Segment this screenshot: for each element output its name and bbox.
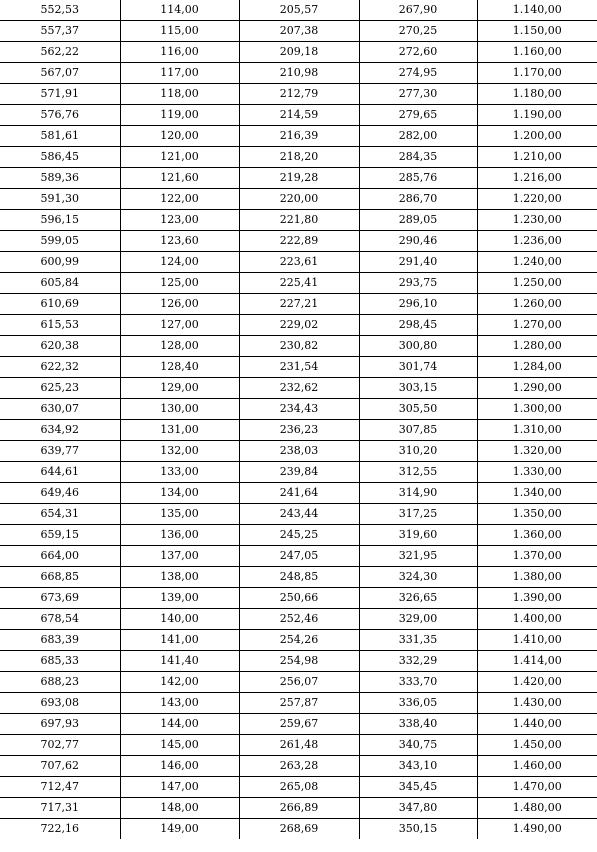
table-cell: 1.216,00 bbox=[477, 168, 597, 189]
table-row bbox=[0, 651, 597, 672]
table-cell: 1.450,00 bbox=[477, 735, 597, 756]
table-cell: 1.280,00 bbox=[477, 336, 597, 357]
table-cell: 263,28 bbox=[239, 756, 359, 777]
table-cell: 291,40 bbox=[359, 252, 477, 273]
table-row bbox=[0, 630, 597, 651]
table-cell: 141,00 bbox=[120, 630, 239, 651]
table-cell: 1.170,00 bbox=[477, 63, 597, 84]
table-cell: 243,44 bbox=[239, 504, 359, 525]
table-row bbox=[0, 546, 597, 567]
table-cell: 1.260,00 bbox=[477, 294, 597, 315]
table-cell: 314,90 bbox=[359, 483, 477, 504]
table-cell: 256,07 bbox=[239, 672, 359, 693]
table-cell: 293,75 bbox=[359, 273, 477, 294]
table-cell: 586,45 bbox=[0, 147, 120, 168]
table-cell: 114,00 bbox=[120, 0, 239, 21]
table-cell: 234,43 bbox=[239, 399, 359, 420]
table-row bbox=[0, 336, 597, 357]
table-cell: 128,40 bbox=[120, 357, 239, 378]
table-cell: 599,05 bbox=[0, 231, 120, 252]
table-cell: 238,03 bbox=[239, 441, 359, 462]
table-cell: 303,15 bbox=[359, 378, 477, 399]
table-row bbox=[0, 693, 597, 714]
table-cell: 605,84 bbox=[0, 273, 120, 294]
table-cell: 117,00 bbox=[120, 63, 239, 84]
table-cell: 252,46 bbox=[239, 609, 359, 630]
table-row bbox=[0, 294, 597, 315]
table-cell: 683,39 bbox=[0, 630, 120, 651]
table-cell: 285,76 bbox=[359, 168, 477, 189]
table-cell: 232,62 bbox=[239, 378, 359, 399]
table-cell: 1.370,00 bbox=[477, 546, 597, 567]
table-cell: 140,00 bbox=[120, 609, 239, 630]
table-cell: 289,05 bbox=[359, 210, 477, 231]
table-cell: 639,77 bbox=[0, 441, 120, 462]
table-cell: 622,32 bbox=[0, 357, 120, 378]
table-cell: 133,00 bbox=[120, 462, 239, 483]
table-cell: 1.236,00 bbox=[477, 231, 597, 252]
table-cell: 1.340,00 bbox=[477, 483, 597, 504]
table-cell: 225,41 bbox=[239, 273, 359, 294]
table-row bbox=[0, 777, 597, 798]
table-cell: 239,84 bbox=[239, 462, 359, 483]
table-cell: 121,00 bbox=[120, 147, 239, 168]
table-cell: 1.414,00 bbox=[477, 651, 597, 672]
table-cell: 722,16 bbox=[0, 819, 120, 840]
table-row bbox=[0, 0, 597, 21]
table-cell: 138,00 bbox=[120, 567, 239, 588]
table-cell: 216,39 bbox=[239, 126, 359, 147]
table-cell: 210,98 bbox=[239, 63, 359, 84]
table-cell: 126,00 bbox=[120, 294, 239, 315]
table-row bbox=[0, 378, 597, 399]
table-cell: 128,00 bbox=[120, 336, 239, 357]
table-cell: 557,37 bbox=[0, 21, 120, 42]
table-cell: 1.250,00 bbox=[477, 273, 597, 294]
table-cell: 137,00 bbox=[120, 546, 239, 567]
table-cell: 1.140,00 bbox=[477, 0, 597, 21]
table-cell: 282,00 bbox=[359, 126, 477, 147]
table-cell: 343,10 bbox=[359, 756, 477, 777]
table-cell: 219,28 bbox=[239, 168, 359, 189]
table-cell: 143,00 bbox=[120, 693, 239, 714]
table-cell: 1.220,00 bbox=[477, 189, 597, 210]
table-cell: 324,30 bbox=[359, 567, 477, 588]
table-cell: 121,60 bbox=[120, 168, 239, 189]
table-cell: 317,25 bbox=[359, 504, 477, 525]
table-row bbox=[0, 504, 597, 525]
table-cell: 591,30 bbox=[0, 189, 120, 210]
table-cell: 254,26 bbox=[239, 630, 359, 651]
table-cell: 685,33 bbox=[0, 651, 120, 672]
table-cell: 1.190,00 bbox=[477, 105, 597, 126]
table-cell: 222,89 bbox=[239, 231, 359, 252]
table-cell: 250,66 bbox=[239, 588, 359, 609]
table-cell: 1.430,00 bbox=[477, 693, 597, 714]
table-cell: 279,65 bbox=[359, 105, 477, 126]
table-cell: 132,00 bbox=[120, 441, 239, 462]
table-cell: 1.310,00 bbox=[477, 420, 597, 441]
table-row bbox=[0, 63, 597, 84]
table-cell: 129,00 bbox=[120, 378, 239, 399]
table-cell: 261,48 bbox=[239, 735, 359, 756]
table-cell: 1.200,00 bbox=[477, 126, 597, 147]
table-row bbox=[0, 84, 597, 105]
table-cell: 265,08 bbox=[239, 777, 359, 798]
table-cell: 329,00 bbox=[359, 609, 477, 630]
table-cell: 576,76 bbox=[0, 105, 120, 126]
table-cell: 1.480,00 bbox=[477, 798, 597, 819]
table-cell: 267,90 bbox=[359, 0, 477, 21]
table-row bbox=[0, 525, 597, 546]
table-cell: 218,20 bbox=[239, 147, 359, 168]
table-cell: 571,91 bbox=[0, 84, 120, 105]
table-cell: 350,15 bbox=[359, 819, 477, 840]
table-cell: 596,15 bbox=[0, 210, 120, 231]
table-cell: 625,23 bbox=[0, 378, 120, 399]
table-cell: 231,54 bbox=[239, 357, 359, 378]
table-cell: 659,15 bbox=[0, 525, 120, 546]
table-cell: 274,95 bbox=[359, 63, 477, 84]
table-cell: 257,87 bbox=[239, 693, 359, 714]
table-row bbox=[0, 420, 597, 441]
table-cell: 331,35 bbox=[359, 630, 477, 651]
table-cell: 301,74 bbox=[359, 357, 477, 378]
table-cell: 1.420,00 bbox=[477, 672, 597, 693]
table-cell: 236,23 bbox=[239, 420, 359, 441]
table-cell: 123,60 bbox=[120, 231, 239, 252]
table-cell: 693,08 bbox=[0, 693, 120, 714]
table-cell: 1.230,00 bbox=[477, 210, 597, 231]
table-cell: 286,70 bbox=[359, 189, 477, 210]
table-cell: 336,05 bbox=[359, 693, 477, 714]
table-cell: 688,23 bbox=[0, 672, 120, 693]
table-row bbox=[0, 168, 597, 189]
table-cell: 668,85 bbox=[0, 567, 120, 588]
table-row bbox=[0, 819, 597, 840]
table-cell: 340,75 bbox=[359, 735, 477, 756]
table-cell: 610,69 bbox=[0, 294, 120, 315]
table-cell: 1.320,00 bbox=[477, 441, 597, 462]
table-cell: 227,21 bbox=[239, 294, 359, 315]
table-cell: 1.150,00 bbox=[477, 21, 597, 42]
table-cell: 1.410,00 bbox=[477, 630, 597, 651]
table-cell: 1.380,00 bbox=[477, 567, 597, 588]
table-cell: 630,07 bbox=[0, 399, 120, 420]
table-cell: 141,40 bbox=[120, 651, 239, 672]
table-cell: 307,85 bbox=[359, 420, 477, 441]
table-cell: 149,00 bbox=[120, 819, 239, 840]
table-cell: 1.210,00 bbox=[477, 147, 597, 168]
table-cell: 589,36 bbox=[0, 168, 120, 189]
table-cell: 562,22 bbox=[0, 42, 120, 63]
table-cell: 581,61 bbox=[0, 126, 120, 147]
table-cell: 296,10 bbox=[359, 294, 477, 315]
table-cell: 1.290,00 bbox=[477, 378, 597, 399]
table-cell: 127,00 bbox=[120, 315, 239, 336]
table-row bbox=[0, 756, 597, 777]
table-cell: 139,00 bbox=[120, 588, 239, 609]
table-cell: 124,00 bbox=[120, 252, 239, 273]
table-cell: 116,00 bbox=[120, 42, 239, 63]
table-cell: 338,40 bbox=[359, 714, 477, 735]
table-cell: 702,77 bbox=[0, 735, 120, 756]
table-cell: 664,00 bbox=[0, 546, 120, 567]
table-row bbox=[0, 441, 597, 462]
table-cell: 290,46 bbox=[359, 231, 477, 252]
table-cell: 131,00 bbox=[120, 420, 239, 441]
table-cell: 145,00 bbox=[120, 735, 239, 756]
table-cell: 332,29 bbox=[359, 651, 477, 672]
table-cell: 277,30 bbox=[359, 84, 477, 105]
table-cell: 284,35 bbox=[359, 147, 477, 168]
table-cell: 600,99 bbox=[0, 252, 120, 273]
table-cell: 707,62 bbox=[0, 756, 120, 777]
table-cell: 552,53 bbox=[0, 0, 120, 21]
table-cell: 347,80 bbox=[359, 798, 477, 819]
table-cell: 615,53 bbox=[0, 315, 120, 336]
table-cell: 123,00 bbox=[120, 210, 239, 231]
table-cell: 146,00 bbox=[120, 756, 239, 777]
table-row bbox=[0, 462, 597, 483]
table-cell: 300,80 bbox=[359, 336, 477, 357]
table-cell: 634,92 bbox=[0, 420, 120, 441]
table-cell: 1.390,00 bbox=[477, 588, 597, 609]
table-cell: 115,00 bbox=[120, 21, 239, 42]
table-cell: 120,00 bbox=[120, 126, 239, 147]
table-cell: 144,00 bbox=[120, 714, 239, 735]
table-cell: 248,85 bbox=[239, 567, 359, 588]
table-cell: 345,45 bbox=[359, 777, 477, 798]
table-cell: 1.330,00 bbox=[477, 462, 597, 483]
table-cell: 220,00 bbox=[239, 189, 359, 210]
table-row bbox=[0, 588, 597, 609]
table-cell: 673,69 bbox=[0, 588, 120, 609]
table-cell: 148,00 bbox=[120, 798, 239, 819]
table-cell: 712,47 bbox=[0, 777, 120, 798]
table-cell: 259,67 bbox=[239, 714, 359, 735]
table-row bbox=[0, 273, 597, 294]
table-row bbox=[0, 42, 597, 63]
table-cell: 321,95 bbox=[359, 546, 477, 567]
table-cell: 142,00 bbox=[120, 672, 239, 693]
table-row bbox=[0, 357, 597, 378]
table-row bbox=[0, 567, 597, 588]
table-cell: 136,00 bbox=[120, 525, 239, 546]
table-cell: 644,61 bbox=[0, 462, 120, 483]
table-cell: 333,70 bbox=[359, 672, 477, 693]
table-cell: 654,31 bbox=[0, 504, 120, 525]
table-cell: 319,60 bbox=[359, 525, 477, 546]
table-cell: 207,38 bbox=[239, 21, 359, 42]
table-cell: 209,18 bbox=[239, 42, 359, 63]
table-row bbox=[0, 21, 597, 42]
table-row bbox=[0, 609, 597, 630]
table-cell: 268,69 bbox=[239, 819, 359, 840]
table-row bbox=[0, 189, 597, 210]
table-cell: 122,00 bbox=[120, 189, 239, 210]
table-cell: 229,02 bbox=[239, 315, 359, 336]
table-cell: 697,93 bbox=[0, 714, 120, 735]
table-cell: 649,46 bbox=[0, 483, 120, 504]
table-row bbox=[0, 126, 597, 147]
table-row bbox=[0, 231, 597, 252]
table-row bbox=[0, 147, 597, 168]
table-cell: 245,25 bbox=[239, 525, 359, 546]
table-cell: 214,59 bbox=[239, 105, 359, 126]
table-cell: 1.160,00 bbox=[477, 42, 597, 63]
table-cell: 212,79 bbox=[239, 84, 359, 105]
table-cell: 135,00 bbox=[120, 504, 239, 525]
table-row bbox=[0, 798, 597, 819]
table-cell: 205,57 bbox=[239, 0, 359, 21]
table-cell: 1.270,00 bbox=[477, 315, 597, 336]
table-cell: 1.240,00 bbox=[477, 252, 597, 273]
table-cell: 567,07 bbox=[0, 63, 120, 84]
table-cell: 247,05 bbox=[239, 546, 359, 567]
table-cell: 134,00 bbox=[120, 483, 239, 504]
table-cell: 1.470,00 bbox=[477, 777, 597, 798]
table-row bbox=[0, 399, 597, 420]
table-cell: 147,00 bbox=[120, 777, 239, 798]
table-cell: 130,00 bbox=[120, 399, 239, 420]
table-row bbox=[0, 210, 597, 231]
table-cell: 326,65 bbox=[359, 588, 477, 609]
table-cell: 254,98 bbox=[239, 651, 359, 672]
table-row bbox=[0, 735, 597, 756]
table-row bbox=[0, 714, 597, 735]
table-cell: 266,89 bbox=[239, 798, 359, 819]
table-cell: 272,60 bbox=[359, 42, 477, 63]
table-cell: 620,38 bbox=[0, 336, 120, 357]
table-cell: 221,80 bbox=[239, 210, 359, 231]
table-cell: 1.460,00 bbox=[477, 756, 597, 777]
table-cell: 1.360,00 bbox=[477, 525, 597, 546]
table-cell: 241,64 bbox=[239, 483, 359, 504]
table-cell: 678,54 bbox=[0, 609, 120, 630]
table-cell: 298,45 bbox=[359, 315, 477, 336]
table-cell: 1.490,00 bbox=[477, 819, 597, 840]
table-row bbox=[0, 252, 597, 273]
table-cell: 1.440,00 bbox=[477, 714, 597, 735]
table-cell: 305,50 bbox=[359, 399, 477, 420]
table-cell: 1.284,00 bbox=[477, 357, 597, 378]
table-cell: 125,00 bbox=[120, 273, 239, 294]
table-cell: 717,31 bbox=[0, 798, 120, 819]
table-cell: 1.300,00 bbox=[477, 399, 597, 420]
table-cell: 1.350,00 bbox=[477, 504, 597, 525]
table-cell: 1.180,00 bbox=[477, 84, 597, 105]
table-cell: 1.400,00 bbox=[477, 609, 597, 630]
table-row bbox=[0, 672, 597, 693]
table-cell: 312,55 bbox=[359, 462, 477, 483]
table-cell: 270,25 bbox=[359, 21, 477, 42]
table-cell: 118,00 bbox=[120, 84, 239, 105]
table-cell: 223,61 bbox=[239, 252, 359, 273]
table-row bbox=[0, 315, 597, 336]
table-cell: 230,82 bbox=[239, 336, 359, 357]
table-row bbox=[0, 483, 597, 504]
table-row bbox=[0, 105, 597, 126]
table-cell: 119,00 bbox=[120, 105, 239, 126]
table-cell: 310,20 bbox=[359, 441, 477, 462]
